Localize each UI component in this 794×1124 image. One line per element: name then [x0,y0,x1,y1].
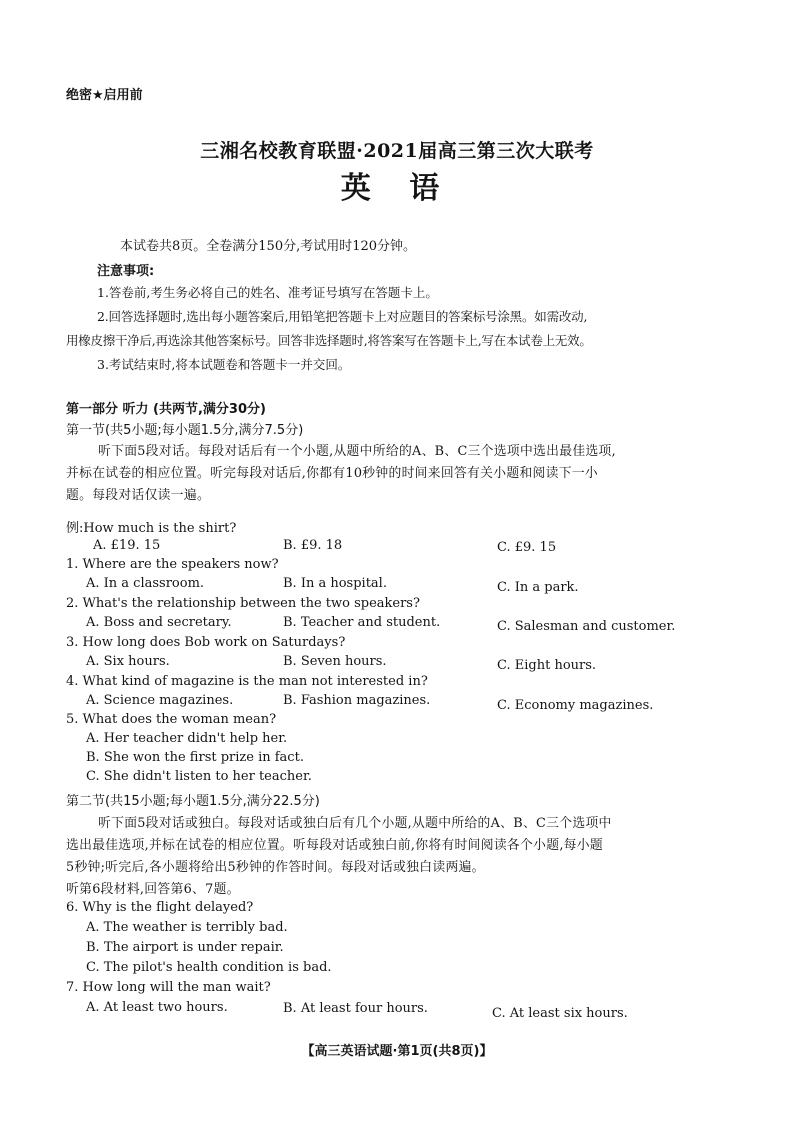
option-a: A. £19. 15 [93,538,161,553]
option-a: A. In a classroom. [86,576,205,591]
instruction-line: 听下面5段对话或独白。每段对话或独白后有几个小题,从题中所给的A、B、C三个选项中 [98,816,612,831]
option-b: B. The airport is under repair. [86,940,284,955]
option-c: C. In a park. [497,580,579,595]
intro-text: 本试卷共8页。全卷满分150分,考试用时120分钟。 [120,239,417,254]
instruction-line: 并标在试卷的相应位置。听完每段对话后,你都有10秒钟的时间来回答有关小题和阅读下一小 [66,466,599,481]
option-a: A. Her teacher didn't help her. [86,731,288,746]
option-b: B. Fashion magazines. [283,693,431,708]
option-b: B. Teacher and student. [283,615,441,630]
question-6: 6. Why is the flight delayed? [66,900,254,915]
option-b: B. She won the first prize in fact. [86,750,304,765]
section1-heading: 第一节(共5小题;每小题1.5分,满分7.5分) [66,423,304,438]
option-c: C. She didn't listen to her teacher. [86,769,312,784]
instruction-line: 5秒钟;听完后,各小题将给出5秒钟的作答时间。每段对话或独白读两遍。 [66,860,485,875]
question-1: 1. Where are the speakers now? [66,557,279,572]
option-b: B. Seven hours. [283,654,387,669]
option-b: B. In a hospital. [283,576,387,591]
option-a: A. Science magazines. [86,693,234,708]
page-footer: 【高三英语试题·第1页(共8页)】 [301,1044,493,1059]
option-c: C. Eight hours. [497,658,597,673]
confidential-label: 绝密★启用前 [66,88,143,103]
option-c: C. Salesman and customer. [497,619,676,634]
instruction-line: 题。每段对话仅读一遍。 [66,488,211,503]
option-a: A. The weather is terribly bad. [86,920,288,935]
exam-title: 三湘名校教育联盟·2021届高三第三次大联考 [200,140,594,162]
option-c: C. £9. 15 [497,540,557,555]
note-item: 3.考试结束时,将本试题卷和答题卡一并交回。 [97,357,351,372]
question-3: 3. How long does Bob work on Saturdays? [66,635,346,650]
material-note: 听第6段材料,回答第6、7题。 [66,882,240,897]
instruction-line: 听下面5段对话。每段对话后有一个小题,从题中所给的A、B、C三个选项中选出最佳选项, [98,444,617,459]
question-7: 7. How long will the man wait? [66,980,271,995]
instruction-line: 选出最佳选项,并标在试卷的相应位置。听每段对话或独白前,你将有时间阅读各个小题,每小题 [66,838,603,853]
notes-heading: 注意事项: [97,264,155,279]
question-2: 2. What's the relationship between the two speakers? [66,596,420,611]
option-c: C. The pilot's health condition is bad. [86,960,332,975]
option-a: A. At least two hours. [86,1000,228,1015]
subject-title: 英 语 [340,171,454,206]
example-question: 例:How much is the shirt? [66,521,237,536]
question-5: 5. What does the woman mean? [66,712,277,727]
section2-heading: 第二节(共15小题;每小题1.5分,满分22.5分) [66,794,320,809]
option-a: A. Boss and secretary. [86,615,232,630]
question-4: 4. What kind of magazine is the man not interested in? [66,674,428,689]
note-item: 1.答卷前,考生务必将自己的姓名、准考证号填写在答题卡上。 [97,285,438,300]
note-item: 2.回答选择题时,选出每小题答案后,用铅笔把答题卡上对应题目的答案标号涂黑。如需改动, [97,309,588,324]
option-c: C. Economy magazines. [497,698,654,713]
part1-heading: 第一部分 听力 (共两节,满分30分) [66,402,266,417]
option-b: B. At least four hours. [283,1001,428,1016]
option-b: B. £9. 18 [283,538,343,553]
note-item: 用橡皮擦干净后,再选涂其他答案标号。回答非选择题时,将答案写在答题卡上,写在本试卷上无效。 [66,333,592,348]
option-c: C. At least six hours. [492,1006,628,1021]
option-a: A. Six hours. [86,654,170,669]
